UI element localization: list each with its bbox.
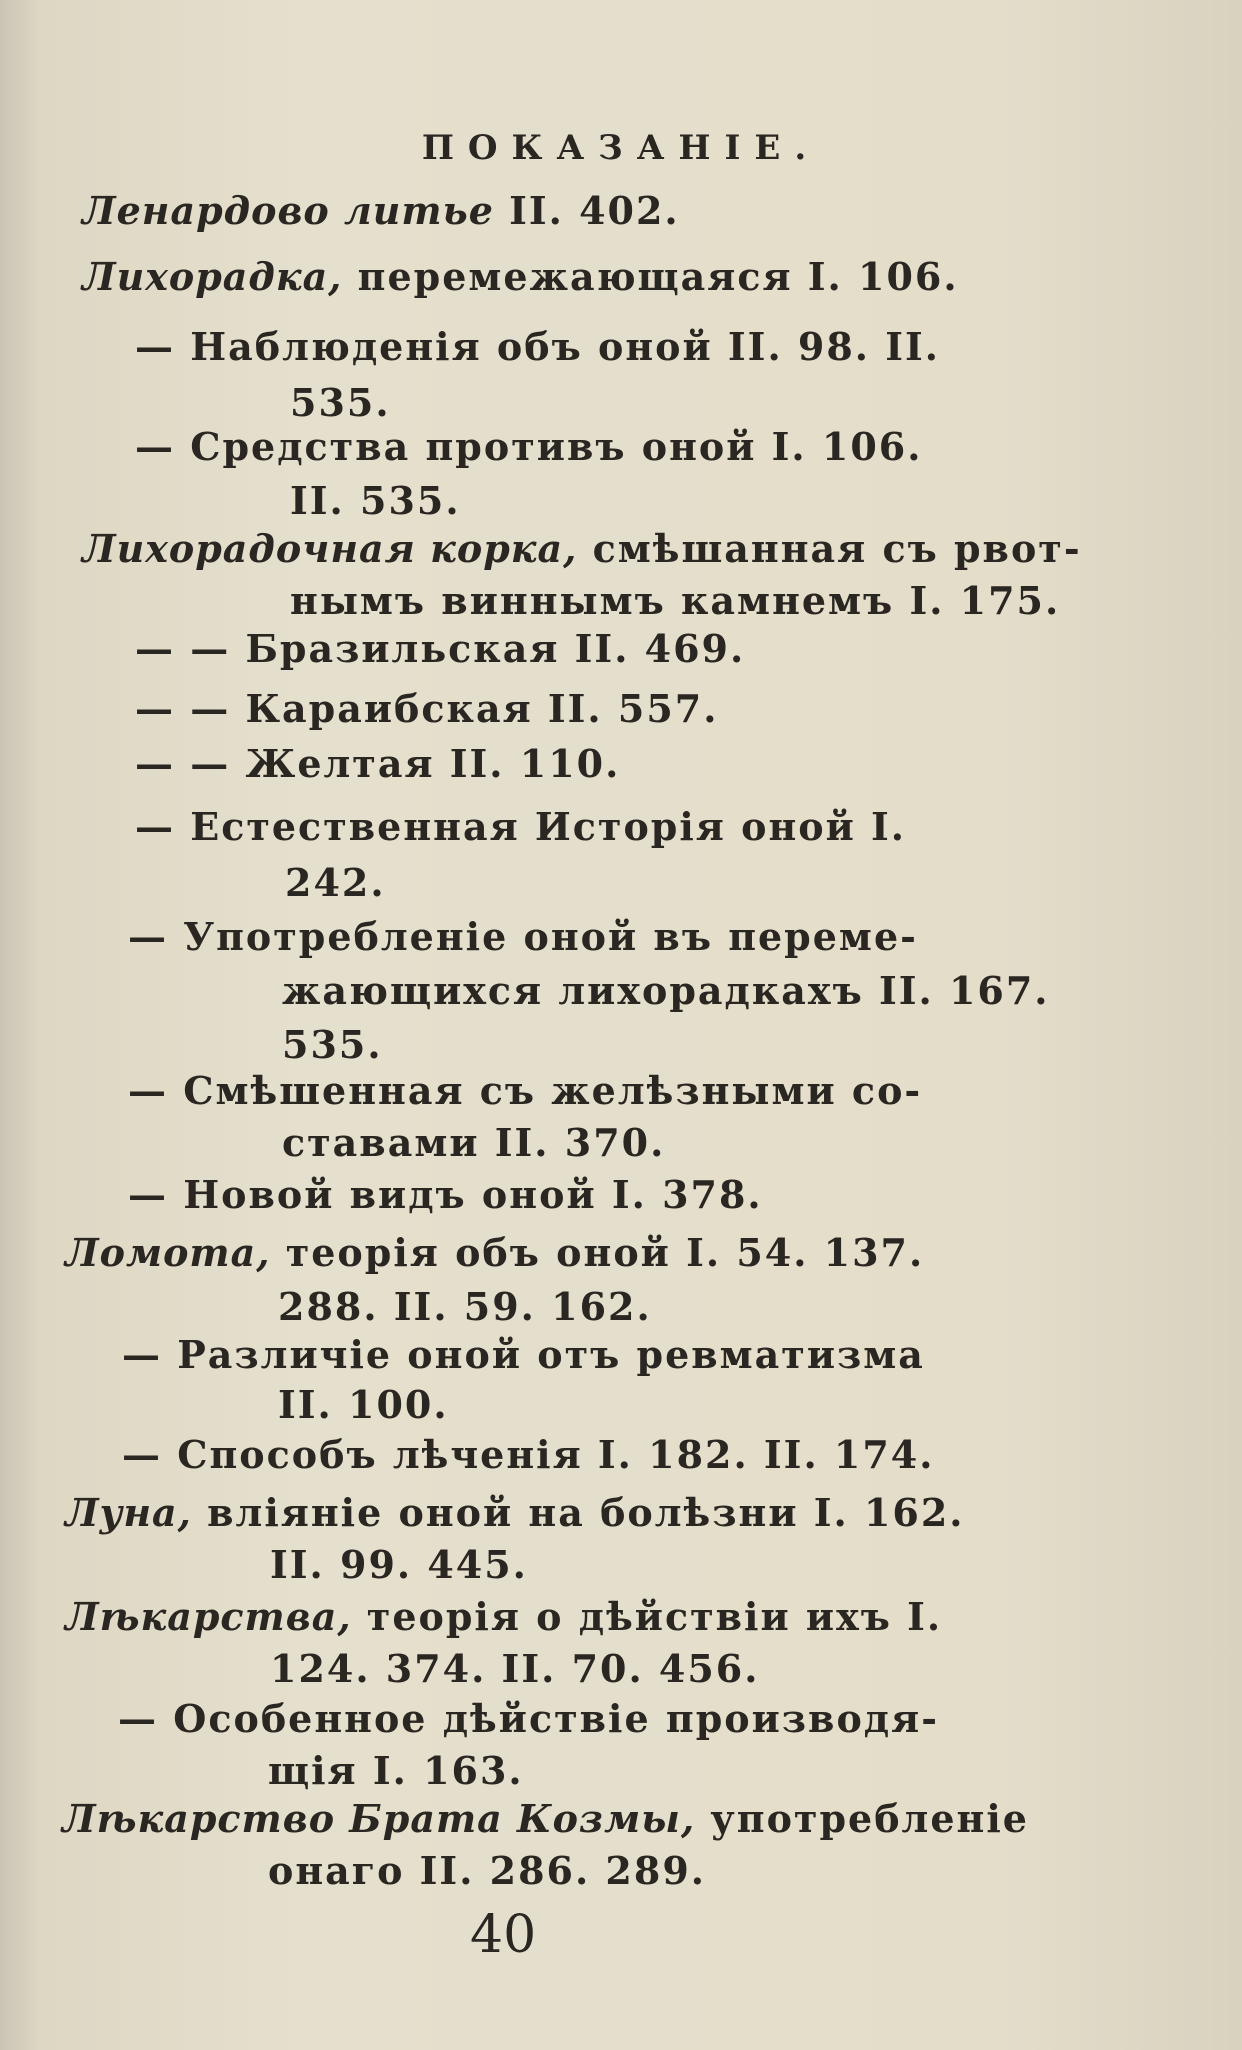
page-number: 40 <box>470 1905 537 1965</box>
entry-text: II. 100. <box>278 1382 449 1427</box>
entry-text: теорiя объ оной I. 54. 137. <box>270 1230 925 1275</box>
entry-text: 535. <box>290 380 391 425</box>
entry-text: 124. 374. II. 70. 456. <box>270 1646 760 1691</box>
index-line <box>282 1022 383 1067</box>
index-line <box>270 1542 528 1587</box>
headword: Луна, <box>65 1490 192 1535</box>
index-line <box>282 968 1050 1013</box>
index-line <box>290 578 1061 623</box>
entry-text: перемежающаяся I. 106. <box>342 254 959 299</box>
entry-text: — Различiе оной отъ ревматизма <box>122 1332 925 1377</box>
entry-text: II. 535. <box>290 478 461 523</box>
index-line <box>285 860 386 905</box>
entry-text: — Особенное дѣйствiе производя- <box>118 1696 939 1741</box>
entry-text: — Средства противъ оной I. 106. <box>135 424 923 469</box>
entry-text: влiянiе оной на болѣзни I. 162. <box>191 1490 965 1535</box>
index-line <box>278 1382 449 1427</box>
index-line <box>122 1332 925 1377</box>
entry-text: — Смѣшенная съ желѣзными со- <box>128 1068 923 1113</box>
index-line <box>268 1848 706 1893</box>
entry-text: — Наблюденiя объ оной II. 98. II. <box>135 324 941 369</box>
index-line <box>128 914 918 959</box>
entry-text: — — Желтая II. 110. <box>135 741 621 786</box>
index-line <box>82 188 680 233</box>
entry-text: 288. II. 59. 162. <box>278 1284 652 1329</box>
index-line <box>82 254 959 299</box>
index-line <box>82 526 1082 571</box>
index-line <box>135 324 941 369</box>
headword: Лихорадочная корка, <box>82 526 578 571</box>
index-line <box>128 1068 923 1113</box>
index-line <box>135 424 923 469</box>
index-line <box>65 1594 943 1639</box>
headword: Лѣкарство Брата Козмы, <box>62 1796 696 1841</box>
entry-text: жающихся лихорадкахъ II. 167. <box>282 968 1050 1013</box>
index-line <box>270 1646 760 1691</box>
index-line <box>65 1230 925 1275</box>
entry-text: — Новой видъ оной I. 378. <box>128 1172 763 1217</box>
entry-text: — — Караибская II. 557. <box>135 686 719 731</box>
entry-text: 535. <box>282 1022 383 1067</box>
entry-text: нымъ виннымъ камнемъ I. 175. <box>290 578 1061 623</box>
entry-text: смѣшанная съ рвот- <box>577 526 1082 571</box>
index-line <box>290 478 461 523</box>
index-line <box>122 1432 935 1477</box>
index-line <box>62 1796 1029 1841</box>
entry-text: онаго II. 286. 289. <box>268 1848 706 1893</box>
entry-text: — Естественная Исторiя оной I. <box>135 804 907 849</box>
entry-text: употребленiе <box>695 1796 1029 1841</box>
entry-text: II. 99. 445. <box>270 1542 528 1587</box>
headword: Ломота, <box>65 1230 271 1275</box>
index-line <box>268 1748 524 1793</box>
index-line <box>135 804 907 849</box>
headword: Лихорадка, <box>82 254 343 299</box>
index-line <box>278 1284 652 1329</box>
index-line <box>128 1172 763 1217</box>
entry-text: теорiя о дѣйствiи ихъ I. <box>351 1594 943 1639</box>
page-title: ПОКАЗАНIЕ. <box>421 128 821 168</box>
index-line <box>135 741 621 786</box>
index-line <box>135 626 746 671</box>
index-line <box>65 1490 965 1535</box>
entry-text: II. 402. <box>493 188 680 233</box>
index-line <box>118 1696 939 1741</box>
index-line <box>282 1120 666 1165</box>
headword: Лѣкарства, <box>65 1594 352 1639</box>
index-line <box>135 686 719 731</box>
headword: Ленардово литье <box>82 188 494 233</box>
entry-text: — — Бразильская II. 469. <box>135 626 746 671</box>
entry-text: — Способъ лѣченiя I. 182. II. 174. <box>122 1432 935 1477</box>
entry-text: — Употребленiе оной въ переме- <box>128 914 918 959</box>
entry-text: 242. <box>285 860 386 905</box>
entry-text: ставами II. 370. <box>282 1120 666 1165</box>
index-line <box>290 380 391 425</box>
entry-text: щiя I. 163. <box>268 1748 524 1793</box>
